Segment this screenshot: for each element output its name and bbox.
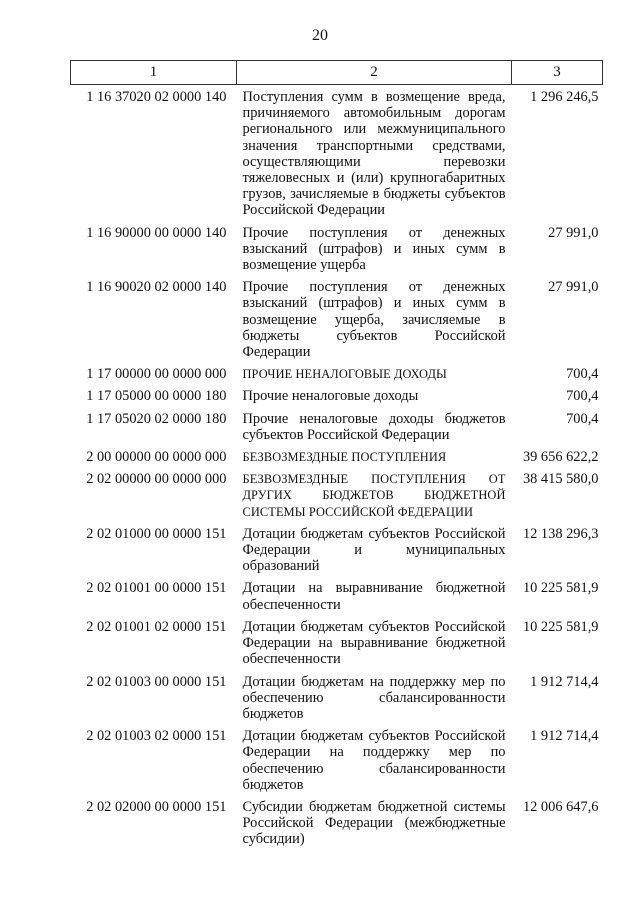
revenue-name: Дотации на выравнивание бюджетной обеспеченности [242,580,506,613]
table-row [71,279,603,366]
budget-code: 1 16 90020 02 0000 140 [86,279,227,296]
amount: 39 656 622,2 [522,449,599,466]
amount: 12 138 296,3 [522,525,599,542]
revenue-name: Прочие поступления от денежных взысканий (штрафов) и иных сумм в возмещение ущерба [242,224,506,274]
header-col-3: 3 [512,61,603,85]
header-col-2: 2 [237,61,512,85]
amount: 1 296 246,5 [530,89,599,105]
page-number: 20 [312,27,328,44]
budget-code: 1 16 37020 02 0000 140 [86,89,227,105]
budget-code: 2 02 00000 00 0000 000 [86,471,227,488]
table-row [71,411,603,449]
revenue-name: Дотации бюджетам субъектов Российской Федерации на выравнивание бюджетной обеспеченности [242,618,506,668]
budget-code: 2 02 01001 02 0000 151 [86,618,227,635]
table-row [71,85,603,225]
revenue-name: Прочие неналоговые доходы [242,388,419,405]
amount: 12 006 647,6 [522,798,599,815]
table-row [71,674,603,729]
table-row [71,449,603,471]
budget-code: 1 17 05020 02 0000 180 [86,410,227,427]
table-row [71,580,603,618]
amount: 700,4 [566,410,599,427]
header-col-1: 1 [71,61,237,85]
budget-code: 1 17 05000 00 0000 180 [86,388,227,405]
header-row [71,61,603,85]
revenue-name: Дотации бюджетам на поддержку мер по обеспечению сбалансированности бюджетов [242,673,506,722]
revenue-name: Субсидии бюджетам бюджетной системы Российской Федерации (межбюджетные субсидии) [242,798,506,848]
amount: 27 991,0 [548,279,599,296]
revenue-name: БЕЗВОЗМЕЗДНЫЕ ПОСТУПЛЕНИЯ [242,450,447,465]
amount: 10 225 581,9 [522,618,599,635]
amount: 10 225 581,9 [522,580,599,597]
amount: 38 415 580,0 [522,471,599,488]
budget-code: 2 02 01000 00 0000 151 [86,525,227,542]
amount: 1 912 714,4 [530,673,599,690]
amount: 700,4 [566,366,599,383]
budget-code: 1 17 00000 00 0000 000 [86,366,227,383]
budget-code: 1 16 90000 00 0000 140 [86,224,227,241]
amount: 700,4 [566,388,599,405]
revenue-name: Прочие неналоговые доходы бюджетов субъектов Российской Федерации [242,410,506,443]
budget-code: 2 02 01003 02 0000 151 [86,728,227,745]
table-row [71,366,603,388]
table-row [71,799,603,854]
revenue-name: ПРОЧИЕ НЕНАЛОГОВЫЕ ДОХОДЫ [242,367,447,382]
table-header [71,61,603,85]
revenue-name: Поступления сумм в возмещение вреда, причиняемого автомобильным дорогам регионального или межмуниципального значения транспортными средствами, осуществляющими перевозки тяжеловесных и (или) крупногабаритных грузов, зачисляемые в бюджеты субъектов Российской Федерации [242,89,506,219]
budget-code: 2 02 01001 00 0000 151 [86,580,227,597]
revenue-name: Дотации бюджетам субъектов Российской Федерации на поддержку мер по обеспечению сбалансированности бюджетов [242,728,506,793]
revenue-name: Прочие поступления от денежных взысканий (штрафов) и иных сумм в возмещение ущерба, зачисляемые в бюджеты субъектов Российской Федерации [242,279,506,361]
revenue-name: БЕЗВОЗМЕЗДНЫЕ ПОСТУПЛЕНИЯ ОТ ДРУГИХ БЮДЖЕТОВ БЮДЖЕТНОЙ СИСТЕМЫ РОССИЙСКОЙ ФЕДЕРАЦИИ [242,472,506,519]
table-row [71,471,603,526]
table-body [71,85,603,854]
budget-code: 2 02 02000 00 0000 151 [86,798,227,815]
amount: 1 912 714,4 [530,728,599,745]
amount: 27 991,0 [548,224,599,241]
table-row [71,526,603,581]
table-row [71,619,603,674]
table-row [71,225,603,280]
budget-code: 2 00 00000 00 0000 000 [86,449,227,466]
revenue-name: Дотации бюджетам субъектов Российской Федерации и муниципальных образований [242,525,506,575]
table-row [71,728,603,799]
budget-table [70,60,603,854]
table-row [71,388,603,410]
budget-code: 2 02 01003 00 0000 151 [86,673,227,690]
